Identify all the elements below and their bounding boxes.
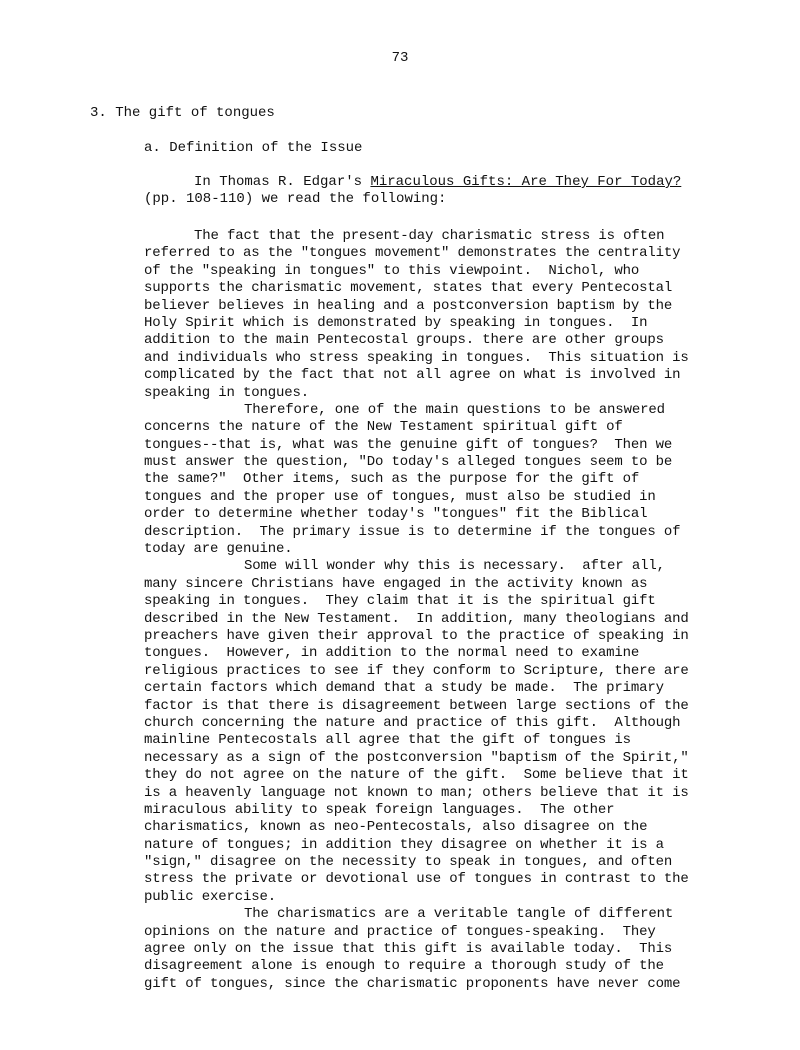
quote-line: The fact that the present-day charismatic stress is often — [194, 228, 665, 244]
block-quote — [144, 228, 714, 993]
quote-line: gift of tongues, since the charismatic proponents have never come — [144, 975, 681, 992]
quote-line: and individuals who stress speaking in tongues. This situation is — [144, 349, 689, 366]
quote-line: the same?" Other items, such as the purpose for the gift of — [144, 471, 640, 488]
intro-paragraph — [144, 174, 681, 208]
quote-line: many sincere Christians have engaged in the activity known as — [144, 575, 648, 592]
intro-line-2: (pp. 108-110) we read the following: — [144, 191, 447, 207]
quote-line: must answer the question, "Do today's alleged tongues seem to be — [144, 454, 673, 471]
quote-line: today are genuine. — [144, 541, 293, 558]
quote-line: speaking in tongues. They claim that it is the spiritual gift — [144, 593, 656, 610]
book-title: Miraculous Gifts: Are They For Today? — [370, 174, 682, 190]
intro-prefix: In Thomas R. Edgar's — [194, 174, 371, 190]
quote-line: described in the New Testament. In addition, many theologians and — [144, 610, 689, 627]
quote-line: supports the charismatic movement, states that every Pentecostal — [144, 280, 673, 297]
quote-line: opinions on the nature and practice of tongues-speaking. They — [144, 923, 656, 940]
quote-line: tongues. However, in addition to the normal need to examine — [144, 645, 640, 662]
section-heading: 3. The gift of tongues — [90, 105, 275, 121]
quote-line: agree only on the issue that this gift is available today. This — [144, 941, 673, 958]
quote-line: church concerning the nature and practice of this gift. Although — [144, 714, 681, 731]
quote-line: order to determine whether today's "tongues" fit the Biblical — [144, 506, 648, 523]
quote-line: certain factors which demand that a study be made. The primary — [144, 680, 664, 697]
quote-line: miraculous ability to speak foreign languages. The other — [144, 801, 615, 818]
quote-line: they do not agree on the nature of the gift. Some believe that it — [144, 767, 689, 784]
quote-line: concerns the nature of the New Testament spiritual gift of — [144, 419, 623, 436]
quote-line: charismatics, known as neo-Pentecostals, also disagree on the — [144, 819, 648, 836]
quote-line: disagreement alone is enough to require a thorough study of the — [144, 958, 664, 975]
quote-line: religious practices to see if they conform to Scripture, there are — [144, 662, 689, 679]
quote-line: preachers have given their approval to the practice of speaking in — [144, 627, 689, 644]
quote-line: complicated by the fact that not all agree on what is involved in — [144, 367, 681, 384]
quote-line: public exercise. — [144, 888, 277, 905]
quote-line: "sign," disagree on the necessity to speak in tongues, and often — [144, 854, 673, 871]
quote-line: description. The primary issue is to determine if the tongues of — [144, 523, 681, 540]
quote-line: nature of tongues; in addition they disagree on whether it is a — [144, 836, 664, 853]
quote-line: referred to as the "tongues movement" demonstrates the centrality — [144, 245, 681, 262]
quote-line: mainline Pentecostals all agree that the gift of tongues is — [144, 732, 631, 749]
quote-line: Holy Spirit which is demonstrated by speaking in tongues. In — [144, 314, 648, 331]
quote-line: tongues--that is, what was the genuine gift of tongues? Then we — [144, 436, 673, 453]
quote-line: stress the private or devotional use of tongues in contrast to the — [144, 871, 689, 888]
quote-line: believer believes in healing and a postconversion baptism by the — [144, 297, 673, 314]
quote-line: addition to the main Pentecostal groups. there are other groups — [144, 332, 664, 349]
subsection-heading: a. Definition of the Issue — [144, 140, 363, 156]
quote-line: of the "speaking in tongues" to this viewpoint. Nichol, who — [144, 262, 640, 279]
intro-line-1 — [144, 174, 681, 191]
quote-line: is a heavenly language not known to man; others believe that it is — [144, 784, 689, 801]
quote-line: Some will wonder why this is necessary. after all, — [244, 558, 665, 575]
quote-line: tongues and the proper use of tongues, must also be studied in — [144, 488, 656, 505]
quote-line: Therefore, one of the main questions to be answered — [244, 401, 665, 418]
quote-line: necessary as a sign of the postconversion "baptism of the Spirit," — [144, 749, 689, 766]
quote-line: factor is that there is disagreement between large sections of the — [144, 697, 689, 714]
quote-line: The charismatics are a veritable tangle of different — [244, 906, 674, 923]
page-number: 73 — [391, 50, 409, 66]
quote-line: speaking in tongues. — [144, 384, 310, 401]
